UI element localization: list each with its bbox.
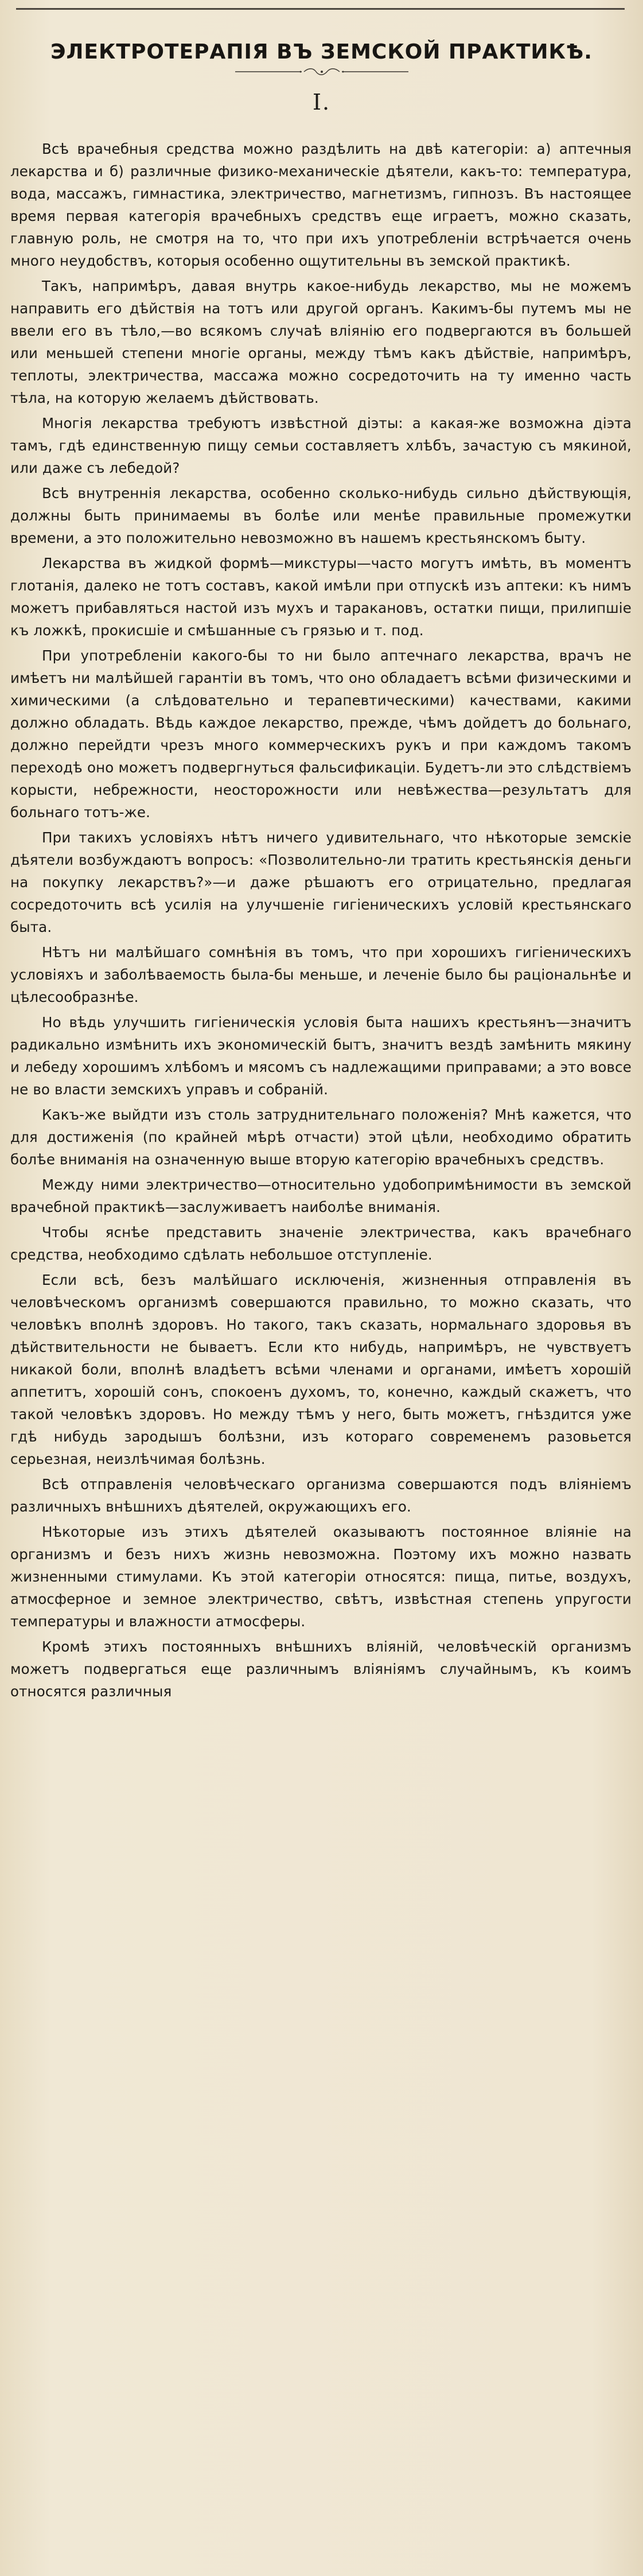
paragraph: Кромѣ этихъ постоянныхъ внѣшнихъ вліяній, человѣческій организмъ можетъ подвергаться еще различнымъ вліяніямъ случайнымъ, къ коимъ относятся различныя — [10, 1638, 632, 1700]
paragraph: Лекарства въ жидкой формѣ—микстуры—часто могутъ имѣть, въ моментъ глотанія, далеко не тотъ составъ, какой имѣли при отпускѣ изъ аптеки: къ нимъ можетъ прибавляться настой изъ мухъ и таракановъ, остатки пищи, прилипшіе къ ложкѣ, прокисшіе и смѣшанные съ грязью и т. под. — [10, 555, 632, 639]
paragraph: Чтобы яснѣе представить значеніе электричества, какъ врачебнаго средства, необходимо сдѣлать небольшое отступленіе. — [10, 1224, 632, 1263]
paragraph: Какъ-же выйдти изъ столь затруднительнаго положенія? Мнѣ кажется, что для достиженія (по крайней мѣрѣ отчасти) этой цѣли, необходимо обратить болѣе вниманія на означенную выше вторую категорію врачебныхъ средствъ. — [10, 1106, 632, 1168]
paragraph: Всѣ отправленія человѣческаго организма совершаются подъ вліяніемъ различныхъ внѣшнихъ дѣятелей, окружающихъ его. — [10, 1476, 632, 1515]
paragraph: При такихъ условіяхъ нѣтъ ничего удивительнаго, что нѣкоторые земскіе дѣятели возбуждаютъ вопросъ: «Позволительно-ли тратить крестьянскія деньги на покупку лекарствъ?»—и даже рѣшаютъ его отрицательно, предлагая сосредоточить всѣ усилія на улучшеніе гигіеническихъ условій крестьянскаго быта. — [10, 829, 632, 935]
paragraph: Такъ, напримѣръ, давая внутрь какое-нибудь лекарство, мы не можемъ направить его дѣйствія на тотъ или другой органъ. Какимъ-бы путемъ мы не ввели его въ тѣло,—во всякомъ случаѣ вліянію его подвергаются въ большей или меньшей степени многіе органы, между тѣмъ какъ дѣйствіе, напримѣръ, теплоты, электричества, массажа можно сосредоточить на ту именно часть тѣла, на которую желаемъ дѣйствовать. — [10, 278, 632, 406]
paragraph: Всѣ внутреннія лекарства, особенно сколько-нибудь сильно дѣйствующія, должны быть принимаемы въ болѣе или менѣе правильные промежутки времени, а это положительно невозможно въ нашемъ крестьянскомъ быту. — [10, 485, 632, 546]
article-title: ЭЛЕКТРОТЕРАПІЯ ВЪ ЗЕМСКОЙ ПРАКТИКѢ. — [50, 40, 593, 64]
paragraph: При употребленіи какого-бы то ни было аптечнаго лекарства, врачъ не имѣетъ ни малѣйшей гарантіи въ томъ, что оно обладаетъ всѣми физическими и химическими (а слѣдовательно и терапевтическими) качествами, какими должно обладать. Вѣдь каждое лекарство, прежде, чѣмъ дойдетъ до больнаго, должно перейдти чрезъ много коммерческихъ рукъ и при каждомъ такомъ переходѣ оно можетъ подвергнуться фальсификаціи. Будетъ-ли это слѣдствіемъ корысти, небрежности, неосторожности или невѣжества—результатъ для больнаго тотъ-же. — [10, 647, 632, 821]
top-rule — [16, 8, 625, 10]
paragraph: Нѣтъ ни малѣйшаго сомнѣнія въ томъ, что при хорошихъ гигіеническихъ условіяхъ и заболѣваемость была-бы меньше, и леченіе было бы раціональнѣе и цѣлесообразнѣе. — [10, 944, 632, 1005]
paragraph: Многія лекарства требуютъ извѣстной діэты: а какая-же возможна діэта тамъ, гдѣ единственную пищу семьи составляетъ хлѣбъ, зачастую съ мякиной, или даже съ лебедой? — [10, 415, 632, 476]
ornament-divider — [233, 67, 411, 76]
paragraph: Между ними электричество—относительно удобопримѣнимости въ земской врачебной практикѣ—заслуживаетъ наиболѣе вниманія. — [10, 1176, 632, 1215]
article-header — [23, 40, 620, 113]
paragraph: Всѣ врачебныя средства можно раздѣлить на двѣ категоріи: а) аптечныя лекарства и б) различные физико-механическіе дѣятели, какъ-то: температура, вода, массажъ, гимнастика, электричество, магнетизмъ, гипнозъ. Въ настоящее время первая категорія врачебныхъ средствъ еще играетъ, можно сказать, главную роль, не смотря на то, что при ихъ употребленіи встрѣчается очень много неудобствъ, которыя особенно ощутительны въ земской практикѣ. — [10, 141, 632, 269]
paragraph: Но вѣдь улучшить гигіеническія условія быта нашихъ крестьянъ—значитъ радикально измѣнить ихъ экономическій бытъ, значитъ вездѣ замѣнить мякину и лебеду хорошимъ хлѣбомъ и мясомъ съ надлежащими приправами; а это вовсе не во власти земскихъ управъ и собраній. — [10, 1014, 632, 1098]
section-number: I. — [312, 90, 331, 115]
paragraph: Если всѣ, безъ малѣйшаго исключенія, жизненныя отправленія въ человѣческомъ организмѣ совершаются правильно, то можно сказать, что человѣкъ вполнѣ здоровъ. Но такого, такъ сказать, нормальнаго здоровья въ дѣйствительности не бываетъ. Если кто нибудь, напримѣръ, не чувствуетъ никакой боли, вполнѣ владѣетъ всѣми членами и органами, имѣетъ хорошій аппетитъ, хорошій сонъ, спокоенъ духомъ, то, конечно, каждый скажетъ, что такой человѣкъ здоровъ. Но между тѣмъ у него, быть можетъ, гнѣздится уже гдѣ нибудь зародышъ болѣзни, изъ котораго современемъ разовьется серьезная, неизлѣчимая болѣзнь. — [10, 1272, 632, 1467]
paragraph: Нѣкоторые изъ этихъ дѣятелей оказываютъ постоянное вліяніе на организмъ и безъ нихъ жизнь невозможна. Поэтому ихъ можно назвать жизненными стимулами. Къ этой категоріи относятся: пища, питье, воздухъ, атмосферное и земное электричество, свѣтъ, извѣстная степень упругости температуры и влажности атмосферы. — [10, 1524, 632, 1630]
article-body — [10, 138, 632, 2570]
